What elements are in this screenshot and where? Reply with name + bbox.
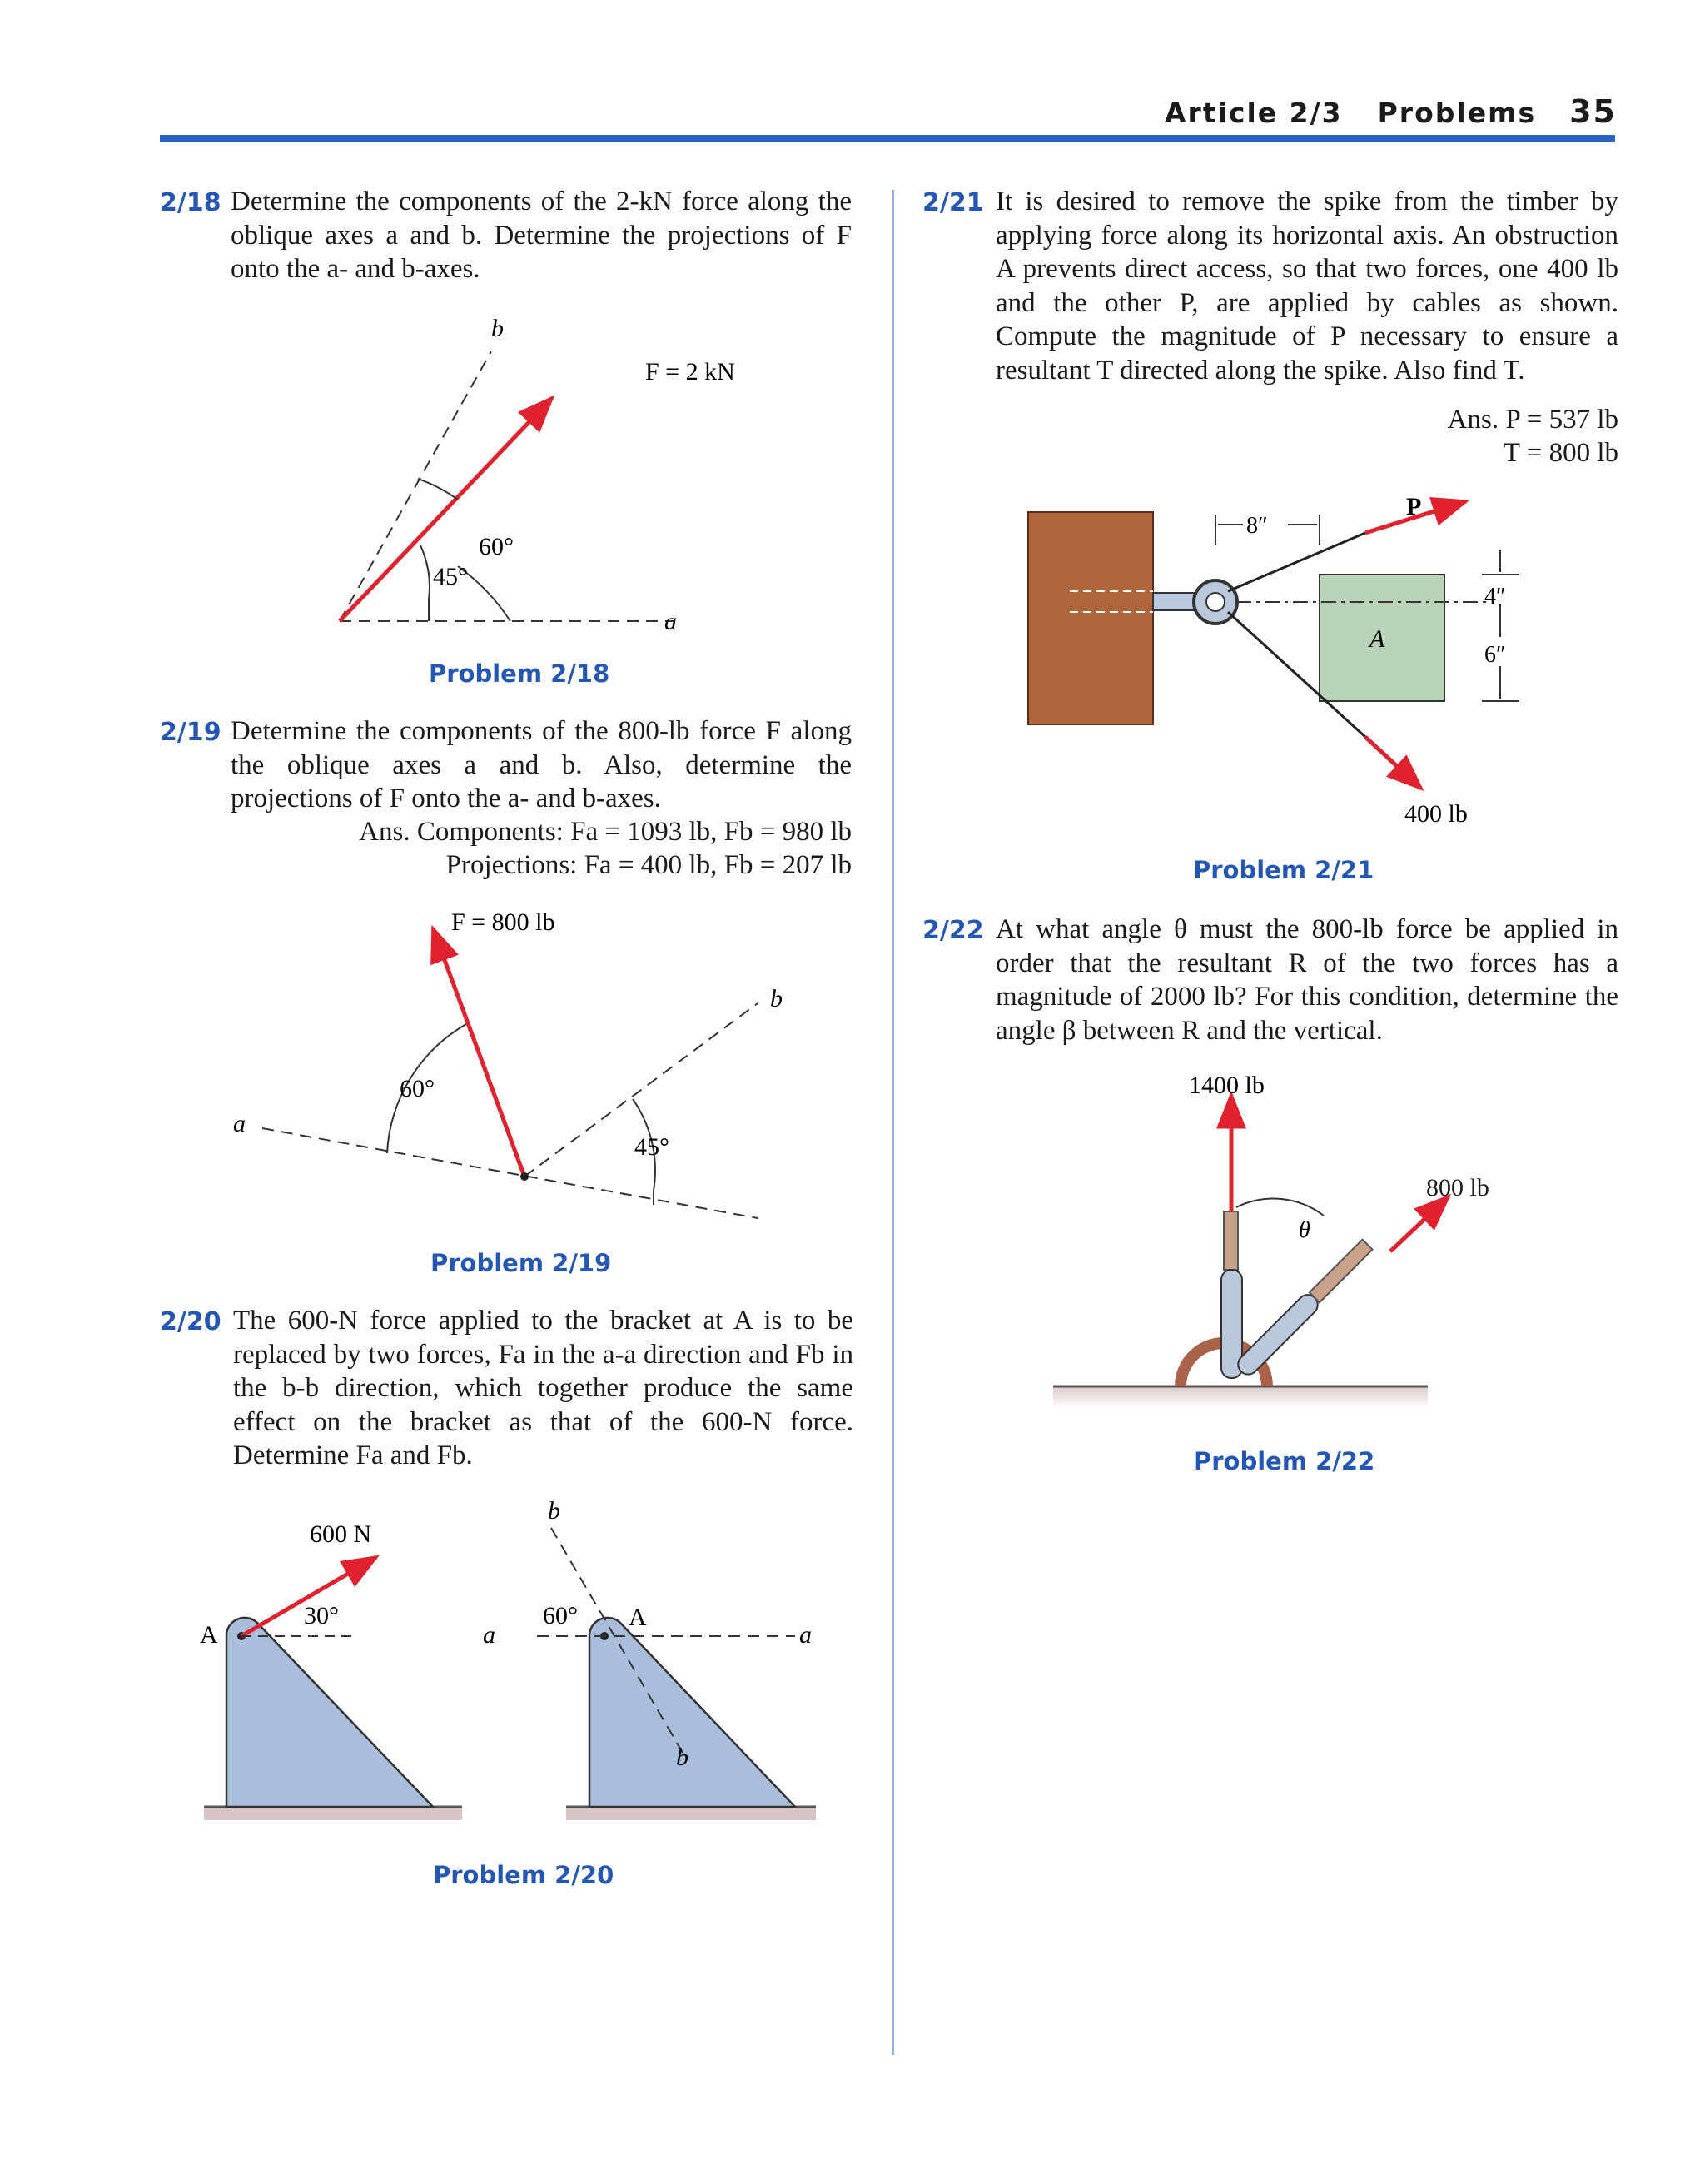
axis-a-label-right: a: [799, 1621, 812, 1649]
figure-2-20: [191, 1490, 841, 1840]
force-p-label: P: [1406, 493, 1422, 520]
axis-b-label: b: [491, 315, 504, 342]
force-arrow: [433, 928, 524, 1177]
force-400-arrow: [1365, 737, 1421, 789]
force-label: F = 2 kN: [645, 358, 735, 386]
axis-b-label: b: [770, 985, 783, 1012]
problem-text-2-22: At what angle θ must the 800-lb force be applied in order that the resultant R of the two forces has a magnitude of 2000 lb? For this condition, determine the angle β between R and the vertical.: [996, 914, 1618, 1046]
problem-number-2-18: 2/18: [160, 188, 221, 217]
angle-arc-60: [418, 479, 458, 500]
problem-number-2-22: 2/22: [922, 916, 984, 945]
axis-b-label-top: b: [548, 1497, 560, 1525]
figure-2-22: [1049, 1070, 1432, 1420]
force-800-label: 800 lb: [1426, 1174, 1489, 1201]
problem-text-2-19: Determine the components of the 800-lb force F along the oblique axes a and b. Also, determine the projections of F onto the a- and b-axes.: [231, 716, 852, 813]
axis-a-label-left: a: [483, 1621, 495, 1649]
rope-vertical: [1224, 1211, 1238, 1270]
problem-number-2-20: 2/20: [160, 1307, 221, 1336]
caption-2-19: Problem 2/19: [430, 1249, 612, 1277]
ground: [1053, 1386, 1428, 1408]
rope-angled: [1310, 1240, 1373, 1303]
angle-label-60: 60°: [543, 1602, 578, 1629]
dim-6-label: 6″: [1484, 642, 1506, 668]
problem-text-2-20: The 600-N force applied to the bracket at A is to be replaced by two forces, Fa in the a-a direction and Fb in the b-b direction, which together produce the same effect on the bracket as that of the 600-N force. Determine Fa and Fb.: [233, 1306, 853, 1470]
column-divider: [892, 190, 894, 2055]
problem-text-2-18: Determine the components of the 2-kN force along the oblique axes a and b. Determine the projections of F onto the a- and b-axes.: [231, 187, 852, 284]
answer-2-19-line2: Projections: Fa = 400 lb, Fb = 207 lb: [445, 850, 852, 880]
caption-2-22: Problem 2/22: [1194, 1447, 1375, 1475]
point-label-right: A: [629, 1604, 647, 1631]
answer-2-21-line2: T = 800 lb: [1503, 438, 1618, 468]
axis-a-label: a: [664, 608, 677, 635]
force-400-label: 400 lb: [1404, 800, 1468, 828]
angle-label-45: 45°: [634, 1133, 669, 1161]
ground-left: [204, 1807, 462, 1820]
force-1400-label: 1400 lb: [1189, 1072, 1265, 1099]
answer-2-19-line1: Ans. Components: Fa = 1093 lb, Fb = 980 lb: [359, 817, 852, 847]
figure-2-19: [225, 903, 783, 1236]
obstruction-label: A: [1369, 625, 1385, 653]
ground-right: [566, 1807, 816, 1820]
axis-a-label: a: [233, 1110, 246, 1137]
figure-2-21: [1020, 487, 1594, 845]
timber: [1028, 512, 1153, 724]
point-label-left: A: [200, 1621, 218, 1649]
problem-number-2-19: 2/19: [160, 718, 221, 747]
dim-4-label: 4″: [1484, 584, 1506, 609]
figure-2-18: [316, 308, 735, 649]
problem-number-2-21: 2/21: [922, 188, 984, 217]
problem-text-2-21: It is desired to remove the spike from the timber by applying force along its horizontal axis. An obstruction A prevents direct access, so that two forces, one 400 lb and the other P, are applied by cables as shown. Compute the magnitude of P necessary to ensure a resultant T directed along the spike. Also find T.: [996, 187, 1618, 386]
running-header: [1165, 93, 1617, 130]
hook-angled: [1234, 1291, 1321, 1378]
caption-2-20: Problem 2/20: [433, 1861, 614, 1889]
bracket-left: [226, 1618, 433, 1807]
caption-2-21: Problem 2/21: [1193, 856, 1374, 884]
answer-2-21-line1: Ans. P = 537 lb: [1447, 405, 1618, 435]
header-article: Article 2/3: [1165, 97, 1343, 129]
axis-b-label-bottom: b: [676, 1744, 688, 1771]
force-label: F = 800 lb: [451, 908, 555, 936]
force-800-arrow: [1390, 1196, 1449, 1251]
angle-label-60: 60°: [400, 1075, 435, 1102]
angle-label-45: 45°: [433, 563, 468, 590]
header-rule: [160, 135, 1615, 142]
angle-label-60: 60°: [479, 533, 514, 560]
header-section: Problems: [1377, 97, 1537, 129]
force-label: 600 N: [310, 1520, 372, 1548]
page-number: 35: [1569, 93, 1617, 130]
angle-arc-45: [420, 545, 430, 599]
dim-8-label: 8″: [1246, 513, 1268, 539]
angle-label-30: 30°: [304, 1602, 339, 1629]
caption-2-18: Problem 2/18: [429, 659, 610, 688]
theta-arc: [1236, 1199, 1324, 1216]
theta-label: θ: [1299, 1217, 1310, 1243]
